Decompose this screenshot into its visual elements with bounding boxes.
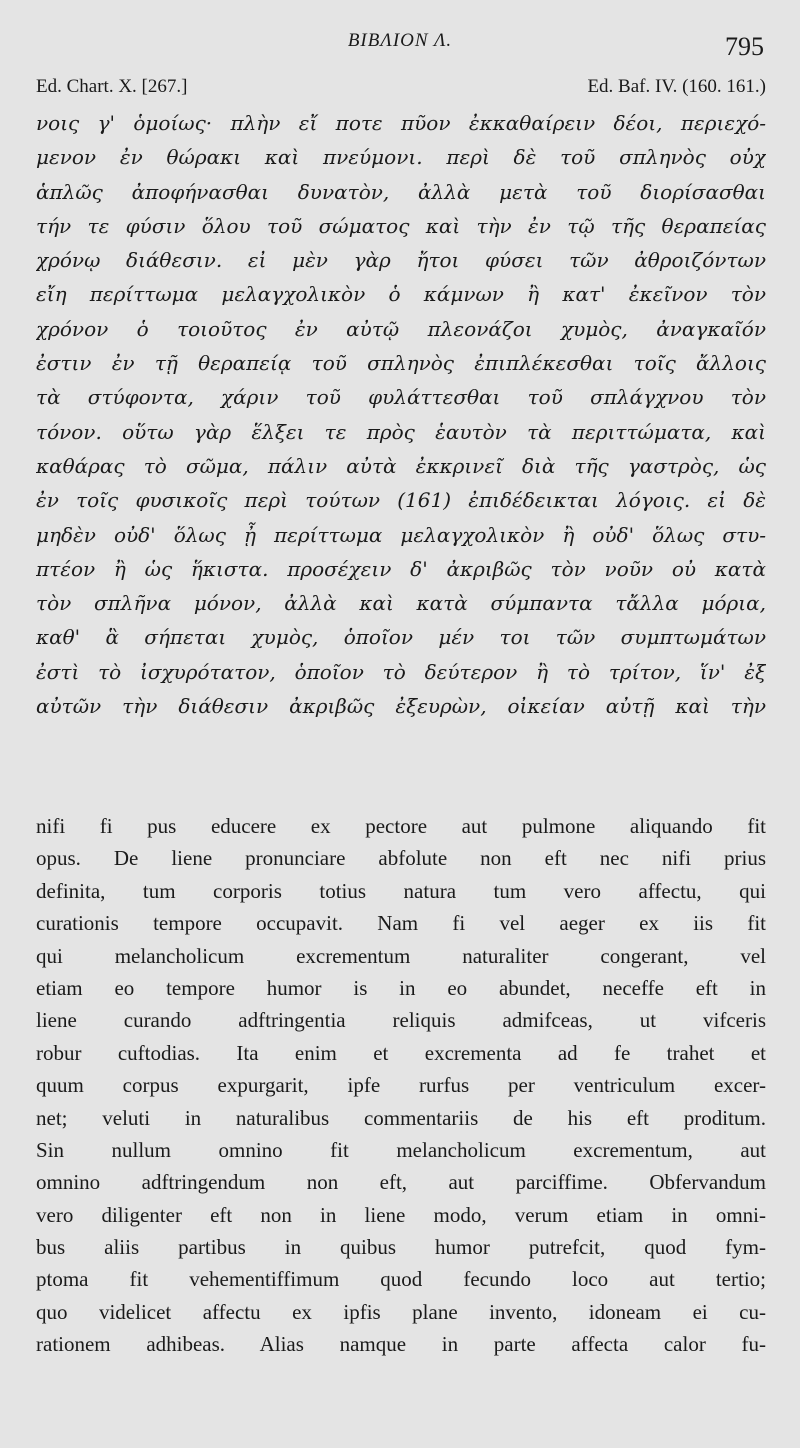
latin-line: etiam eo tempore humor is in eo abundet, neceffe eft in (36, 975, 766, 1000)
greek-line: ἐστὶ τὸ ἰσχυρότατον, ὁποῖον τὸ δεύτερον ἢ τὸ τρίτον, ἵν' ἐξ (36, 659, 766, 684)
latin-line: Sin nullum omnino fit melancholicum excrementum, aut (36, 1137, 766, 1162)
latin-line: nifi fi pus educere ex pectore aut pulmone aliquando fit (36, 814, 766, 838)
latin-line: quo videlicet affectu ex ipfis plane invento, idoneam ei cu- (36, 1299, 766, 1324)
greek-text-block (36, 106, 766, 723)
latin-line: liene curando adftringentia reliquis admifceas, ut vifceris (36, 1008, 766, 1033)
edition-basel-reference: Ed. Baf. IV. (160. 161.) (587, 76, 766, 97)
running-title: ΒΙΒΛΙΟΝ Λ. (347, 30, 453, 51)
greek-line: ἐστιν ἐν τῇ θεραπείᾳ τοῦ σπληνὸς ἐπιπλέκεσθαι τοῖς ἄλλοις (36, 351, 766, 376)
greek-line: πτέον ἢ ὡς ἥκιστα. προσέχειν δ' ἀκριβῶς τὸν νοῦν οὐ κατὰ (36, 556, 766, 581)
greek-line: εἴη περίττωμα μελαγχολικὸν ὁ κάμνων ἢ κατ' ἐκεῖνον τὸν (36, 282, 766, 307)
greek-line: ἐν τοῖς φυσικοῖς περὶ τούτων (161) ἐπιδέδεικται λόγοις. εἰ δὲ (36, 488, 766, 513)
greek-line: χρόνῳ διάθεσιν. εἰ μὲν γὰρ ἤτοι φύσει τῶν ἀθροιζόντων (36, 248, 766, 273)
greek-line: χρόνον ὁ τοιοῦτος ἐν αὐτῷ πλεονάζοι χυμὸς, ἀναγκαῖόν (36, 316, 766, 341)
latin-line: qui melancholicum excrementum naturaliter congerant, vel (36, 943, 766, 968)
greek-line: τὸν σπλῆνα μόνον, ἀλλὰ καὶ κατὰ σύμπαντα τἄλλα μόρια, (36, 591, 766, 616)
latin-line: bus aliis partibus in quibus humor putrefcit, quod fym- (36, 1235, 766, 1260)
latin-text-block (36, 810, 766, 1361)
latin-line: quum corpus expurgarit, ipfe rurfus per ventriculum excer- (36, 1073, 766, 1098)
latin-line: opus. De liene pronunciare abfolute non eft nec nifi prius (36, 846, 766, 871)
page-number: 795 (725, 32, 764, 61)
greek-line: μενον ἐν θώρακι καὶ πνεύμονι. περὶ δὲ τοῦ σπληνὸς οὐχ (36, 145, 766, 170)
greek-line: καθ' ἃ σήπεται χυμὸς, ὁποῖον μέν τοι τῶν συμπτωμάτων (36, 625, 766, 650)
greek-line: τόνον. οὕτω γὰρ ἕλξει τε πρὸς ἑαυτὸν τὰ περιττώματα, καὶ (36, 419, 766, 444)
greek-line: μηδὲν οὐδ' ὅλως ᾖ περίττωμα μελαγχολικὸν ἢ οὐδ' ὅλως στυ- (36, 522, 766, 547)
edition-reference-line (36, 76, 766, 102)
latin-line: curationis tempore occupavit. Nam fi vel aeger ex iis fit (36, 911, 766, 936)
latin-line: definita, tum corporis totius natura tum vero affectu, qui (36, 878, 766, 903)
greek-line: αὐτῶν τὴν διάθεσιν ἀκριβῶς ἐξευρὼν, οἰκείαν αὐτῇ καὶ τὴν (36, 694, 766, 719)
edition-chart-reference: Ed. Chart. X. [267.] (36, 76, 188, 97)
greek-line: τὰ στύφοντα, χάριν τοῦ φυλάττεσθαι τοῦ σπλάγχνου τὸν (36, 385, 766, 410)
greek-line: ἁπλῶς ἀποφήνασθαι δυνατὸν, ἀλλὰ μετὰ τοῦ διορίσασθαι (36, 179, 766, 204)
latin-line: omnino adftringendum non eft, aut parciffime. Obfervandum (36, 1170, 766, 1195)
greek-line: καθάρας τὸ σῶμα, πάλιν αὐτὰ ἐκκρινεῖ διὰ τῆς γαστρὸς, ὡς (36, 453, 766, 478)
latin-line: rationem adhibeas. Alias namque in parte affecta calor fu- (36, 1332, 766, 1357)
latin-line: vero diligenter eft non in liene modo, verum etiam in omni- (36, 1202, 766, 1227)
greek-line: νοις γ' ὁμοίως· πλὴν εἴ ποτε πῦον ἐκκαθαίρειν δέοι, περιεχό- (36, 111, 766, 135)
latin-line: ptoma fit vehementiffimum quod fecundo loco aut tertio; (36, 1267, 766, 1292)
greek-line: τήν τε φύσιν ὅλου τοῦ σώματος καὶ τὴν ἐν τῷ τῆς θεραπείας (36, 213, 766, 238)
latin-line: net; veluti in naturalibus commentariis de his eft proditum. (36, 1105, 766, 1130)
latin-line: robur cuftodias. Ita enim et excrementa ad fe trahet et (36, 1040, 766, 1065)
